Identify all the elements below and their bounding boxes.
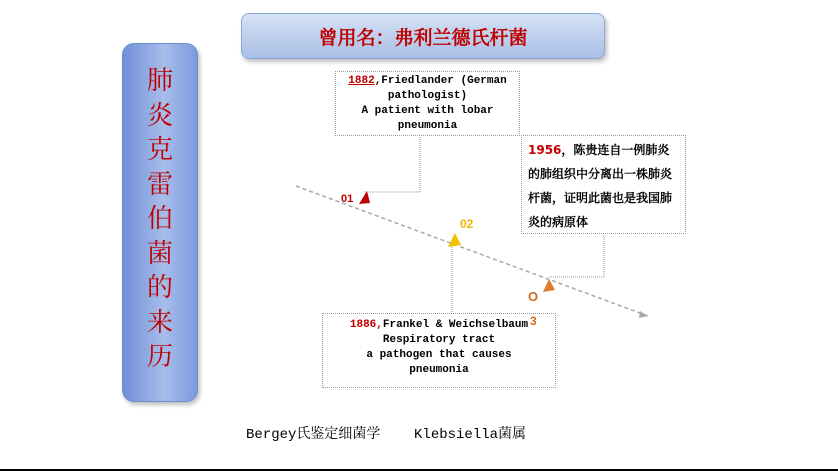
note-1956-text: ，陈贵连自一例肺炎的肺组织中分离出一株肺炎杆菌，证明此菌也是我国肺炎的病原体 [528, 143, 673, 229]
note-1956 [521, 135, 686, 234]
title-text: 曾用名：弗利兰德氏杆菌 [318, 26, 528, 49]
marker-02-label: 02 [460, 217, 474, 231]
connector-01 [364, 136, 420, 192]
note-1886 [322, 313, 556, 388]
marker-03-label-3: 3 [530, 314, 537, 328]
marker-01-triangle [359, 191, 370, 204]
marker-02-triangle [448, 233, 461, 247]
note-1882-line4: pneumonia [397, 120, 458, 132]
bottom-caption: Bergey氏鉴定细菌学 Klebsiella菌属 [246, 427, 527, 443]
note-1886-line4: pneumonia [409, 364, 469, 376]
side-title-text: 肺炎克雷伯菌的来历 [146, 66, 173, 372]
marker-01-label: 01 [341, 193, 354, 205]
note-1886-line1: Frankel & Weichselbaum [382, 319, 529, 331]
note-1882-line2: pathologist) [387, 90, 468, 102]
connector-03 [549, 234, 604, 277]
note-1886-line2: Respiratory tract [382, 334, 496, 346]
note-1886-line3: a pathogen that causes [366, 349, 512, 361]
note-1886-year: 1886, [349, 319, 383, 331]
note-1882-line3: A patient with lobar [361, 105, 494, 117]
note-1882-line1: ,Friedlander (German [374, 75, 507, 87]
note-1882-year: 1882 [348, 75, 375, 87]
note-1882 [335, 71, 520, 136]
note-1956-year: 1956 [528, 143, 562, 157]
bottom-divider [0, 469, 838, 471]
marker-03-label-o: O [528, 289, 539, 304]
timeline-arrowhead [639, 311, 648, 318]
